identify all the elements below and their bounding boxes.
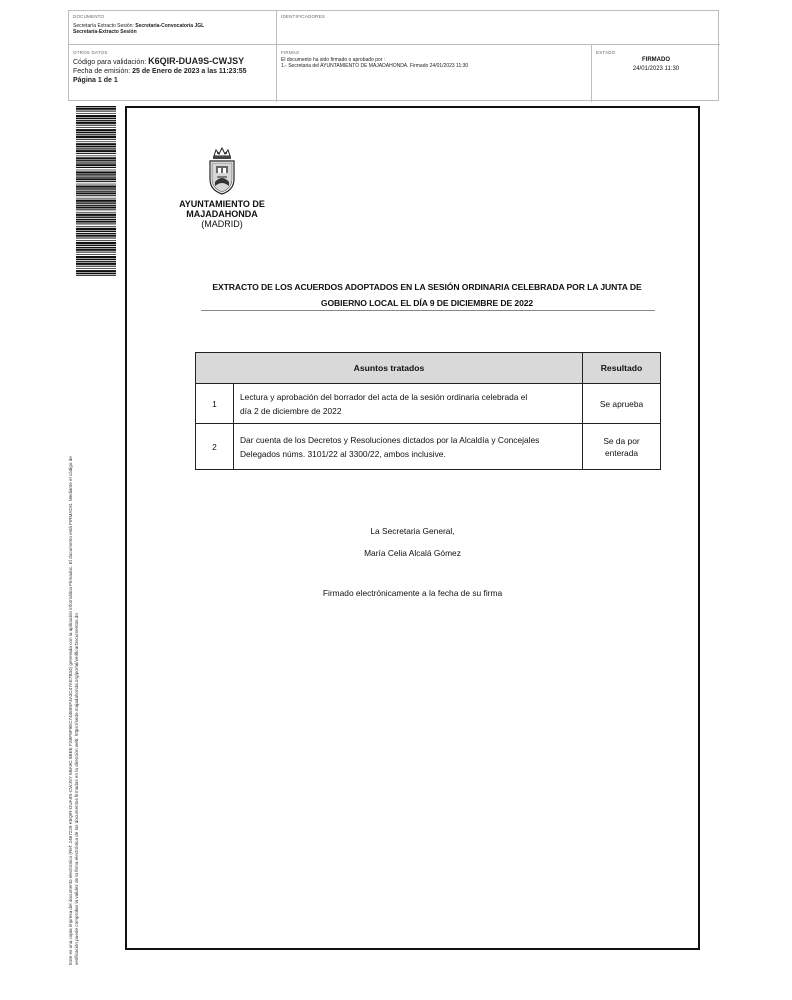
title-line1: EXTRACTO DE LOS ACUERDOS ADOPTADOS EN LA SESIÓN ORDINARIA CELEBRADA POR LA JUNTA DE [212, 282, 642, 292]
row-asunto-line2: Delegados núms. 3101/22 al 3300/22, ambos inclusive. [240, 448, 446, 459]
side-text-line2: verificación puede comprobar la validez de la firma electrónica de los documentos firmados en la dirección web: https://sede.majadahonda.org/portal/verificarDocumentos.do [74, 613, 79, 965]
verification-side-text [68, 305, 80, 965]
row-asunto-line2: día 2 de diciembre de 2022 [240, 405, 342, 416]
asuntos-table [195, 352, 661, 470]
document-title [201, 279, 653, 311]
firmas-label: FIRMAS [281, 50, 300, 55]
barcode-image [76, 106, 116, 276]
row-asunto [234, 424, 583, 470]
table-row [196, 424, 661, 470]
estado-cell [592, 45, 720, 102]
ayuntamiento-line3: (MADRID) [201, 219, 243, 229]
row-asunto-line1: Dar cuenta de los Decretos y Resoluciones dictados por la Alcaldía y Concejales [240, 434, 540, 445]
identificadores-cell [277, 11, 720, 45]
firmas-line2: 1.- Secretaria del AYUNTAMIENTO DE MAJADAHONDA. Firmado 24/01/2023 11:30 [281, 63, 469, 69]
header-asuntos: Asuntos tratados [196, 353, 583, 384]
otros-datos-cell [69, 45, 277, 102]
pagina-info: Página 1 de 1 [73, 77, 118, 84]
row-resultado-line1: Se aprueba [599, 398, 644, 409]
identificadores-label: IDENTIFICADORES [281, 14, 326, 19]
header-resultado: Resultado [583, 353, 661, 384]
codigo-validacion: K6QIR-DUA9S-CWJSY [148, 56, 245, 66]
signature-firmado: Firmado electrónicamente a la fecha de su firma [322, 588, 503, 598]
fecha-emision: 25 de Enero de 2023 a las 11:23:55 [132, 68, 247, 75]
estado-value: FIRMADO [642, 57, 670, 63]
table-row [196, 384, 661, 424]
estado-date: 24/01/2023 11:30 [632, 66, 680, 72]
row-number: 1 [196, 384, 234, 424]
row-resultado-line1: Se da por [603, 435, 640, 446]
otros-datos-label: OTROS DATOS [73, 50, 108, 55]
side-text-line1: Este es una copia impresa del documento electrónico (Ref: 2467229 K6QIR-DUA9S-CWJSY 6BA9C 8BEE F2BF8F9EC74469SF4A3C47AE7B34) generada con la aplicación informática Firmadoc. El documento está FIRMADO. Mediante el código de [68, 456, 73, 965]
row-resultado [583, 384, 661, 424]
row-resultado [583, 424, 661, 470]
documento-label: DOCUMENTO [73, 14, 105, 19]
signature-nombre: María Celia Alcalá Gómez [364, 548, 461, 558]
municipal-crest-icon [205, 146, 239, 196]
ayuntamiento-name [163, 199, 281, 229]
documento-line1-prefix: Secretaría Extracto Sesión: [73, 23, 134, 29]
table-header-row [196, 353, 661, 384]
title-divider [201, 310, 655, 311]
title-line2: GOBIERNO LOCAL EL DÍA 9 DE DICIEMBRE DE 2022 [320, 298, 534, 308]
row-asunto-line1: Lectura y aprobación del borrador del acta de la sesión ordinaria celebrada el [240, 391, 528, 402]
row-asunto [234, 384, 583, 424]
ayuntamiento-line1: AYUNTAMIENTO DE [179, 199, 265, 209]
signature-cargo: La Secretaria General, [370, 526, 455, 536]
codigo-row [73, 57, 272, 67]
documento-cell [69, 11, 277, 45]
estado-label: ESTADO [596, 50, 616, 55]
fecha-label: Fecha de emisión: [73, 68, 131, 75]
document-page [125, 106, 700, 950]
documento-line1-bold: Secretaría-Convocatoria JGL [135, 23, 205, 29]
codigo-label: Código para validación: [73, 59, 147, 66]
documento-line2: Secretaría-Extracto Sesión [73, 29, 137, 35]
ayuntamiento-line2: MAJADAHONDA [186, 209, 258, 219]
row-number: 2 [196, 424, 234, 470]
firmas-cell [277, 45, 592, 102]
fecha-row [73, 67, 272, 76]
row-resultado-line2: enterada [604, 447, 639, 458]
firmas-line1: El documento ha sido firmado o aprobado por : [281, 57, 386, 63]
document-header [68, 10, 719, 101]
